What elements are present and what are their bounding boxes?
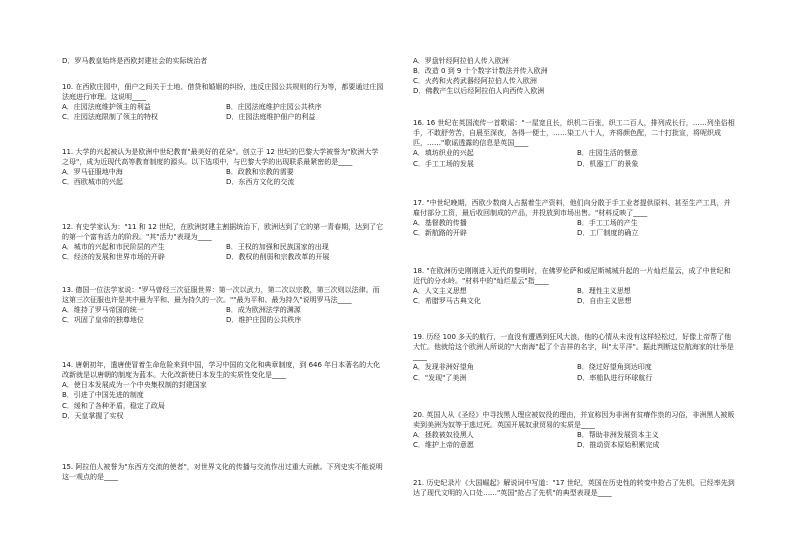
question-20 — [413, 410, 735, 451]
option-c: C．经济的发展和世界市场的开辟 — [62, 253, 165, 262]
option-c: C．缓和了各种矛盾，稳定了政局 — [62, 401, 165, 410]
option-c: C．巩固了皇帝的独尊地位 — [62, 316, 144, 325]
question-19 — [413, 332, 735, 383]
option-d: D．维护庄园的公共秩序 — [226, 316, 302, 325]
question-stem: 17. "中世纪晚期，西欧少数商人占据着生产资料，他们向分散于手工业者提供原料、甚至生产工具，并雇付部分工资，最后收回制成的产品，并投放到市场出售。"材料反映了____ — [413, 199, 731, 218]
question-stem: 12. 有史学家认为："11 和 12 世纪，在欧洲封建主割据统治下，欧洲达到了它的第一青春期，达到了它的第一个富有活力的阶段。"其"活力"表现为____ — [62, 223, 384, 242]
option-a: A．人文主义思想 — [413, 287, 467, 296]
question-options — [413, 286, 735, 306]
option-b: B．政教和宗教的需要 — [226, 168, 294, 177]
option-b: B．成为欧洲法学的渊源 — [226, 306, 301, 315]
question-options — [413, 430, 735, 450]
question-stem: 10. 在西欧庄园中，佃户之间关于土地、借贷和婚姻的纠纷，违反庄园公共规则的行为等，都要通过庄园法庭进行审理。这说明____ — [62, 83, 384, 102]
option-b: B．改造 0 到 9 十个数字计数法并传入欧洲 — [413, 67, 548, 76]
option-c: C．"发现"了美洲 — [413, 373, 467, 382]
question-stem: 14. 唐朝初年，遣唐使冒着生命危险来到中国，学习中国的文化和典章制度，到 646 年日本著名的大化改新就是以唐朝的制度为蓝本。大化改新使日本发生的实质性变化是____ — [62, 361, 381, 380]
question-17 — [413, 198, 735, 239]
option-c: C．西欧城市的兴起 — [62, 178, 123, 187]
question-13 — [62, 285, 384, 326]
option-d: D．工厂制度的确立 — [577, 229, 639, 238]
question-21 — [413, 478, 735, 498]
option-a: A．使日本发展成为一个中央集权制的封建国家 — [62, 381, 207, 390]
question-options — [62, 102, 384, 122]
question-options — [62, 167, 384, 187]
question-options — [413, 218, 735, 238]
option-a: A．城市的兴起和市民阶层的产生 — [62, 243, 165, 252]
question-14 — [62, 360, 384, 421]
question-18 — [413, 266, 735, 307]
option-d: D．机器工厂的景象 — [577, 159, 639, 168]
option-a: A．基督教的传播 — [413, 219, 467, 228]
option-d: D．天皇掌握了实权 — [62, 411, 124, 420]
option-c: C．手工工场的发展 — [413, 159, 474, 168]
question-options — [413, 148, 735, 168]
option-c: C．新航路的开辟 — [413, 229, 467, 238]
option-d: D．自由主义思想 — [577, 297, 632, 306]
option-b: B．庄园法庭维护庄园公共秩序 — [226, 103, 322, 112]
question-stem: 20. 英国人从《圣经》中寻找黑人理应被奴役的理由，并宣称因为非洲有贫瘠作祟的习俗，非洲黑人被贩卖到美洲为奴等于逃过死。英国开展奴隶贸易的实质是____ — [413, 411, 735, 430]
option-d: D．率船队进行环球航行 — [577, 373, 653, 382]
question-stem: 13. 德国一位法学家说："罗马曾经三次征服世界：第一次以武力，第二次以宗教，第三次则以法律。而这第三次征服也许是其中最为平和、最为持久的一次。""最为平和、最为持久"说明罗马法____ — [62, 286, 380, 305]
option-b: B．帮助非洲发展资本主义 — [577, 431, 659, 440]
option-a: A．庄园法庭维护领主的利益 — [62, 103, 151, 112]
option-d: D．东西方文化的交流 — [226, 178, 295, 187]
question-stem: 16. 16 世纪在英国流传一首歌谣："一屋宽且长，织机二百张，织工二百人，排列成长行，……列坐俗相手，不敢舒劳苦，自晨至深夜，各得一便士，……染工八十人，齐将颜色配，二十打批宣，将呢织成匹，……"歌谣透露的信息是英国____ — [413, 119, 735, 148]
question-16 — [413, 118, 735, 169]
option-d: D．推动资本原始积累完成 — [577, 441, 660, 450]
question-stem: 18. "在欧洲历史刚刚进入近代的黎明时，在佛罗伦萨和威尼斯城城升起的一片灿烂星云，成了中世纪和近代的分水岭。"材料中的"灿烂星云"指____ — [413, 267, 731, 286]
option-a: A．拯救被奴役黑人 — [413, 431, 474, 440]
option-a: A．填坊织业的兴起 — [413, 149, 474, 158]
option-a: A．罗盘针经阿拉伯人传入欧洲 — [413, 57, 509, 65]
option-b: B．绕过好望角到达印度 — [577, 363, 652, 372]
option-d: D．庄园法庭维护佃户的利益 — [226, 113, 316, 122]
option-b: B．手工工场的产生 — [577, 219, 638, 228]
option-c: C．维护上帝的意愿 — [413, 441, 474, 450]
question-10 — [62, 82, 384, 123]
option-b: B．引进了中国先进的制度 — [62, 391, 144, 400]
option-d: D．教权的削弱和宗教改革的开展 — [226, 253, 330, 262]
question-stem: 15. 阿拉伯人被誉为"东西方交流的使者"，对世界文化的传播与交流作出过重大贡献。下列史实不能说明这一观点的是____ — [62, 463, 383, 482]
question-11 — [62, 147, 384, 188]
question-15 — [62, 462, 384, 482]
question-options — [413, 362, 735, 382]
option-b: B．理性主义思想 — [577, 287, 631, 296]
question-stem: 21. 历史纪录片《大国崛起》解说词中写道："17 世纪，英国在历史性的转变中抢占了先机，已经率先到达了现代文明的入口处……"英国"抢占了先机"的典型表现是____ — [413, 479, 735, 498]
option-b: B．庄园生活的惬意 — [577, 149, 638, 158]
option-b: B．王权的加强和民族国家的出现 — [226, 243, 329, 252]
q9-option-d: D．罗马教皇始终是西欧封建社会的实际统治者 — [62, 57, 208, 65]
option-c: C．庄园法庭限制了领主的特权 — [62, 113, 158, 122]
option-a: A．发现非洲好望角 — [413, 363, 474, 372]
option-a: A．维持了罗马帝国的统一 — [62, 306, 144, 315]
question-12 — [62, 222, 384, 263]
question-15-options — [413, 56, 735, 97]
option-a: A．罗马征服地中海 — [62, 168, 123, 177]
question-options — [62, 305, 384, 325]
option-c: C．希腊罗马古典文化 — [413, 297, 481, 306]
option-c: C．火药和火药武器经阿拉伯人传入欧洲 — [413, 77, 537, 86]
question-options — [62, 380, 384, 421]
option-d: D．佛教产生以后经阿拉伯人向西传入欧洲 — [413, 87, 545, 96]
question-stem: 11. 大学的兴起被认为是欧洲中世纪教育"最美好的花朵"。创立于 12 世纪的巴黎大学被誉为"欧洲大学之母"，成为近现代高等教育制度的源头。以下选项中，与巴黎大学的出现联系最紧密的是____ — [62, 148, 379, 167]
question-stem: 19. 历经 100 多天的航行，一直没有遭遇到狂风大浪，他的心情从未没有这样轻松过，好像上帝帮了他大忙。他就给这个欧洲人所说的"大南海"起了个吉祥的名字，叫"太平洋"。据此判断这位航海家的壮举是____ — [413, 333, 734, 362]
question-options — [62, 242, 384, 262]
